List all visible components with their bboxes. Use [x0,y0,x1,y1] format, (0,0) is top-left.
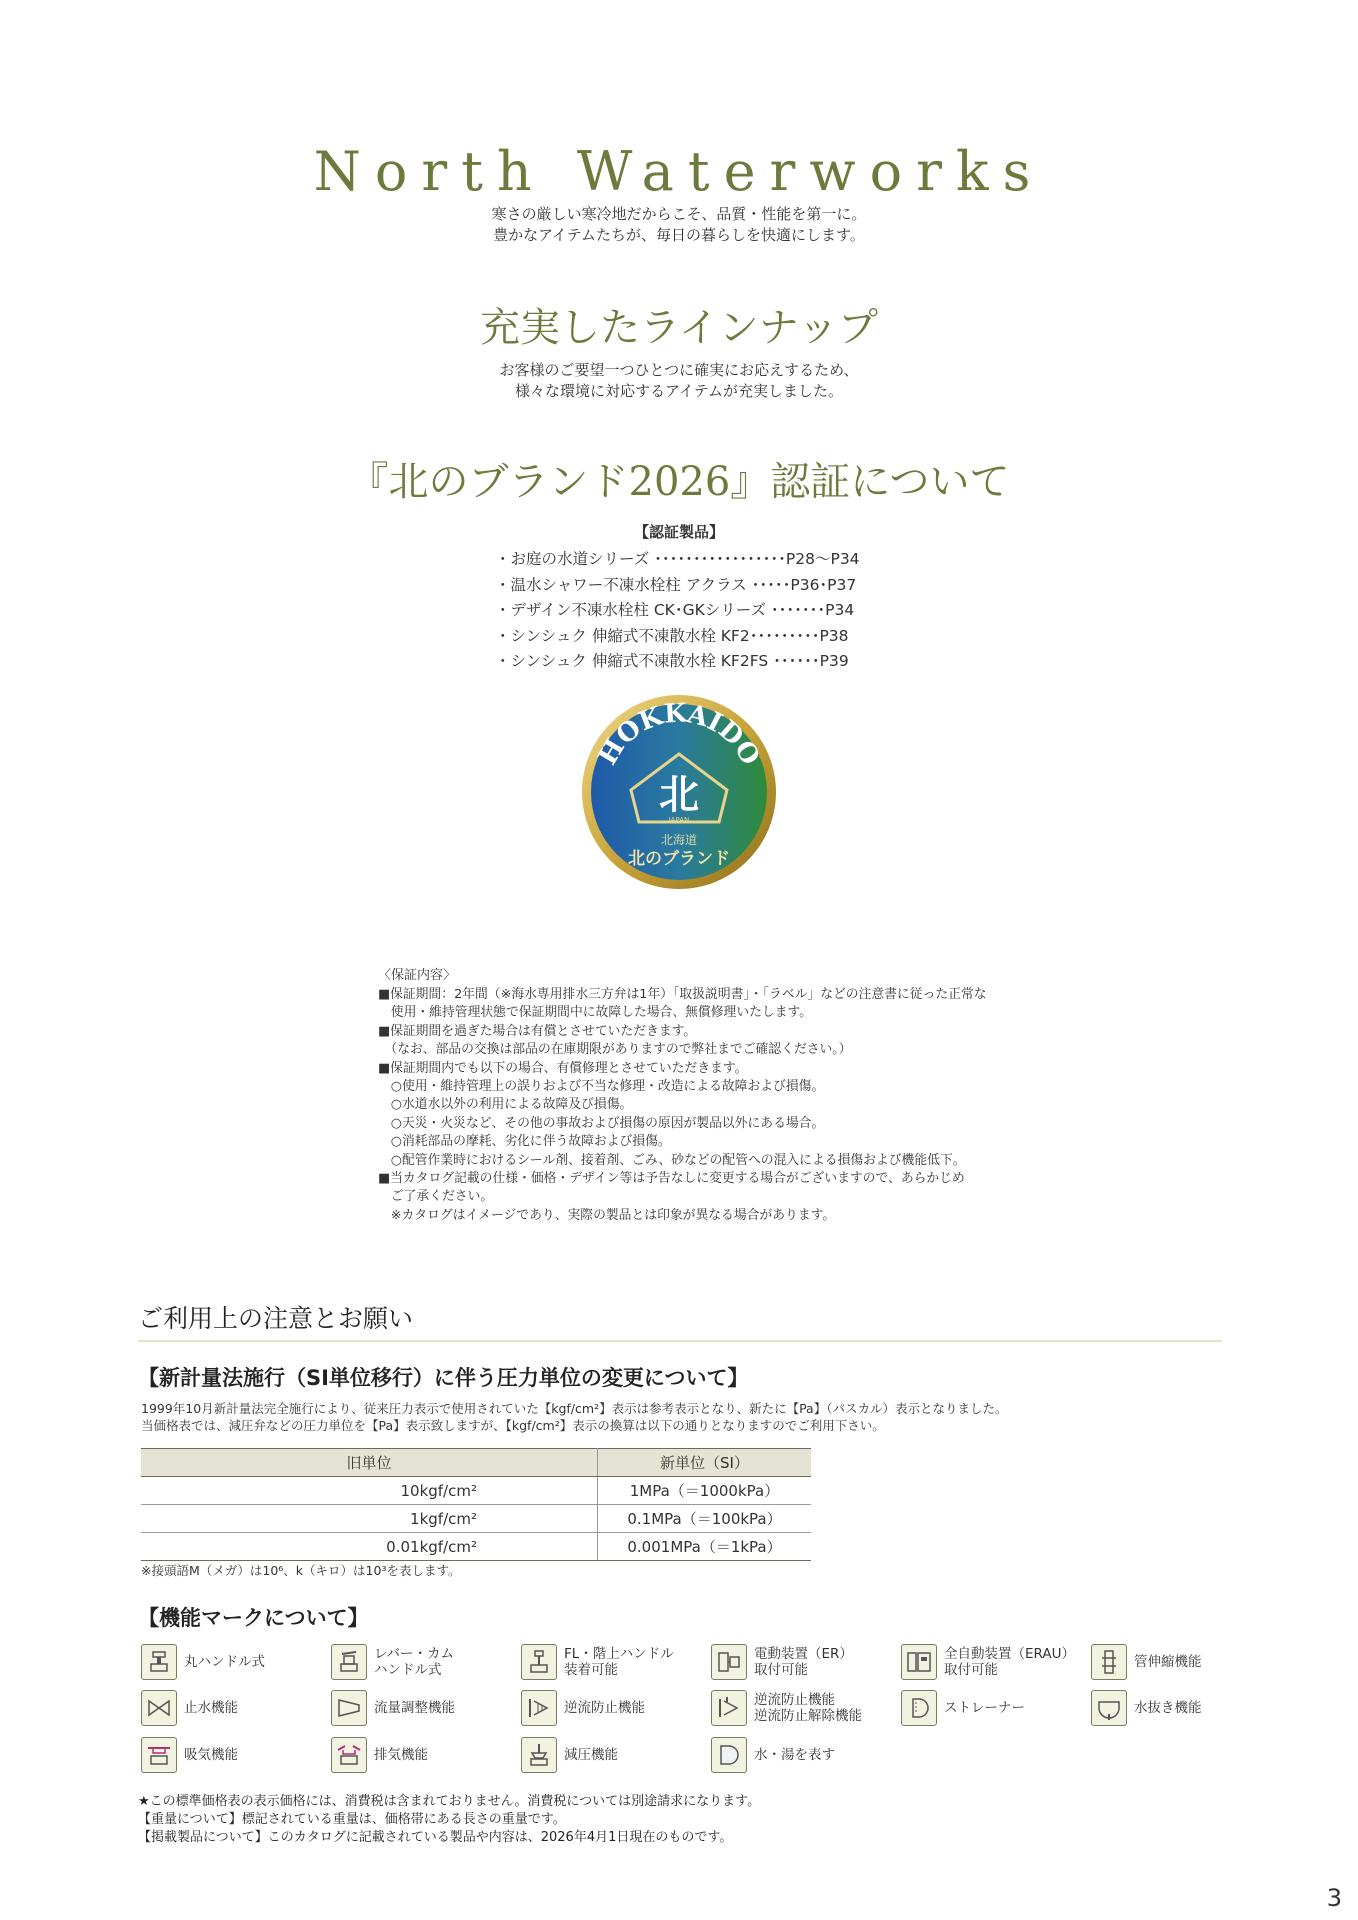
warranty-line: （なお、部品の交換は部品の在庫期限がありますので弊社までご確認ください。） [378,1042,852,1058]
certification-heading: 『北のブランド2026』認証について [348,459,1010,505]
lineup-text [0,360,1358,402]
list-item: ・デザイン不凍水栓柱 CK･GKシリーズ ･･･････P34 [495,601,855,619]
warranty-line: ■保証期間内でも以下の場合、有償修理とさせていただきます。 [378,1060,748,1076]
drain-icon [1091,1690,1127,1726]
exhaust-icon [331,1737,367,1773]
mark-item: 減圧機能 [521,1736,711,1774]
warranty-line: ■保証期間を過ぎた場合は有償とさせていただきます。 [378,1023,697,1039]
electric-device-icon [711,1644,747,1680]
function-marks-grid [141,1643,1241,1803]
mark-item: 逆流防止機能 [521,1689,711,1727]
backflow-icon [521,1690,557,1726]
mark-item: FL・階上ハンドル 装着可能 [521,1643,711,1681]
badge-small-text: JAPAN [668,816,690,824]
mark-item: 流量調整機能 [331,1689,521,1727]
badge-arc-text: HOKKAIDO [592,698,766,771]
warranty-line: ■当カタログ記載の仕様・価格・デザイン等は予告なしに変更する場合がございますので、あらかじめ [378,1171,965,1187]
round-handle-icon [141,1644,177,1680]
footnote-weight: 【重量について】標記されている重量は、価格帯にある長さの重量です。 [138,1812,566,1827]
mark-item: 全自動装置（ERAU） 取付可能 [901,1643,1091,1681]
new-unit-cell: 0.001MPa（＝1kPa） [598,1533,812,1561]
list-item: ・シンシュク 伸縮式不凍散水栓 KF2･････････P38 [495,626,849,645]
function-marks-heading: 【機能マークについて】 [138,1606,369,1630]
badge-mark: 北 [659,771,699,818]
warranty-title: 〈保証内容〉 [378,968,457,983]
prefix-note: ※接頭語M（メガ）は10⁶、k（キロ）は10³を表します。 [141,1563,461,1578]
hokkaido-brand-badge [579,692,779,892]
warranty-text [378,986,1018,1225]
warranty-line: ○水道水以外の利用による故障及び損傷。 [378,1097,633,1113]
badge-sub-2: 北のブランド [628,849,730,869]
si-unit-heading: 【新計量法施行（SI単位移行）に伴う圧力単位の変更について】 [138,1366,749,1390]
lineup-line-2: 様々な環境に対応するアイテムが充実しました。 [515,382,843,400]
intro-text [0,204,1358,246]
footnote-products: 【掲載製品について】このカタログに記載されている製品や内容は、2026年4月1日現在のものです。 [138,1830,733,1845]
warranty-line: ※カタログはイメージであり、実際の製品とは印象が異なる場合があります。 [378,1207,836,1223]
column-header-new-unit: 新単位（SI） [598,1449,812,1477]
new-unit-cell: 1MPa（＝1000kPa） [598,1477,812,1505]
certified-products-list [495,547,860,675]
mark-item: 止水機能 [141,1689,331,1727]
badge-sub-1: 北海道 [660,833,698,847]
mark-item: 逆流防止機能 逆流防止解除機能 [711,1689,901,1727]
old-unit-cell: 10kgf/cm² [141,1477,598,1505]
mark-item: 水・湯を表す [711,1736,901,1774]
brand-title: North Waterworks [313,140,1045,203]
table-row [141,1533,811,1561]
unit-conversion-table [141,1448,811,1561]
intro-line-2: 豊かなアイテムたちが、毎日の暮らしを快適にします。 [493,226,865,244]
list-item: ・温水シャワー不凍水栓柱 アクラス ･････P36･P37 [495,575,857,594]
lever-handle-icon [331,1644,367,1680]
strainer-icon [901,1690,937,1726]
mark-item: 電動装置（ER） 取付可能 [711,1643,901,1681]
column-header-old-unit: 旧単位 [141,1449,598,1477]
pipe-extension-icon [1091,1644,1127,1680]
warranty-line: ○使用・維持管理上の誤りおよび不当な修理・改造による故障および損傷。 [378,1079,825,1095]
warranty-line: ご了承ください。 [378,1189,494,1205]
warranty-line: 使用・維持管理状態で保証期間中に故障した場合、無償修理いたします。 [378,1005,813,1021]
table-row [141,1505,811,1533]
warranty-line: ○消耗部品の摩耗、劣化に伴う故障および損傷。 [378,1134,671,1150]
mark-item: 排気機能 [331,1736,521,1774]
mark-item: 丸ハンドル式 [141,1643,331,1681]
upstairs-handle-icon [521,1644,557,1680]
section-divider [138,1340,1222,1342]
usage-section-title: ご利用上の注意とお願い [138,1304,414,1333]
flow-adjust-icon [331,1690,367,1726]
old-unit-cell: 1kgf/cm² [141,1505,598,1533]
warranty-line: ○配管作業時におけるシール剤、接着剤、ごみ、砂などの配管への混入による損傷および機能低下。 [378,1152,966,1168]
mark-item: レバー・カム ハンドル式 [331,1643,521,1681]
mark-item: ストレーナー [901,1689,1091,1727]
list-item: ・お庭の水道シリーズ ･････････････････P28～P34 [495,550,860,568]
mark-item: 吸気機能 [141,1736,331,1774]
page-number: 3 [1326,1884,1342,1912]
footnote-tax: ★この標準価格表の表示価格には、消費税は含まれておりません。消費税については別途請求になります。 [138,1794,761,1809]
warranty-line: ○天災・火災など、その他の事故および損傷の原因が製品以外にある場合。 [378,1115,825,1131]
shutoff-icon [141,1690,177,1726]
lineup-heading: 充実したラインナップ [480,305,878,351]
intro-line-1: 寒さの厳しい寒冷地だからこそ、品質・性能を第一に。 [491,205,867,223]
table-header-row [141,1449,811,1477]
backflow-release-icon [711,1690,747,1726]
si-note-line-1: 1999年10月新計量法完全施行により、従来圧力表示で使用されていた【kgf/cm²】表示は参考表示となり、新たに【Pa】（パスカル）表示となりました。 [141,1401,1008,1416]
lineup-line-1: お客様のご要望一つひとつに確実にお応えするため、 [499,361,859,379]
new-unit-cell: 0.1MPa（＝100kPa） [598,1505,812,1533]
si-unit-note [141,1400,1241,1434]
pressure-reduce-icon [521,1737,557,1773]
mark-item: 水抜き機能 [1091,1689,1281,1727]
auto-device-icon [901,1644,937,1680]
water-hot-icon [711,1737,747,1773]
certified-products-title: 【認証製品】 [633,523,724,541]
old-unit-cell: 0.01kgf/cm² [141,1533,598,1561]
si-note-line-2: 当価格表では、減圧弁などの圧力単位を【Pa】表示致しますが、【kgf/cm²】表示の換算は以下の通りとなりますのでご利用下さい。 [141,1418,885,1433]
mark-item: 管伸縮機能 [1091,1643,1281,1681]
list-item: ・シンシュク 伸縮式不凍散水栓 KF2FS ･･････P39 [495,652,849,670]
table-row [141,1477,811,1505]
intake-icon [141,1737,177,1773]
warranty-line: ■保証期間：2年間（※海水専用排水三方弁は1年）「取扱説明書」・「ラベル」などの注意書に従った正常な [378,987,987,1002]
footnotes [138,1793,760,1847]
